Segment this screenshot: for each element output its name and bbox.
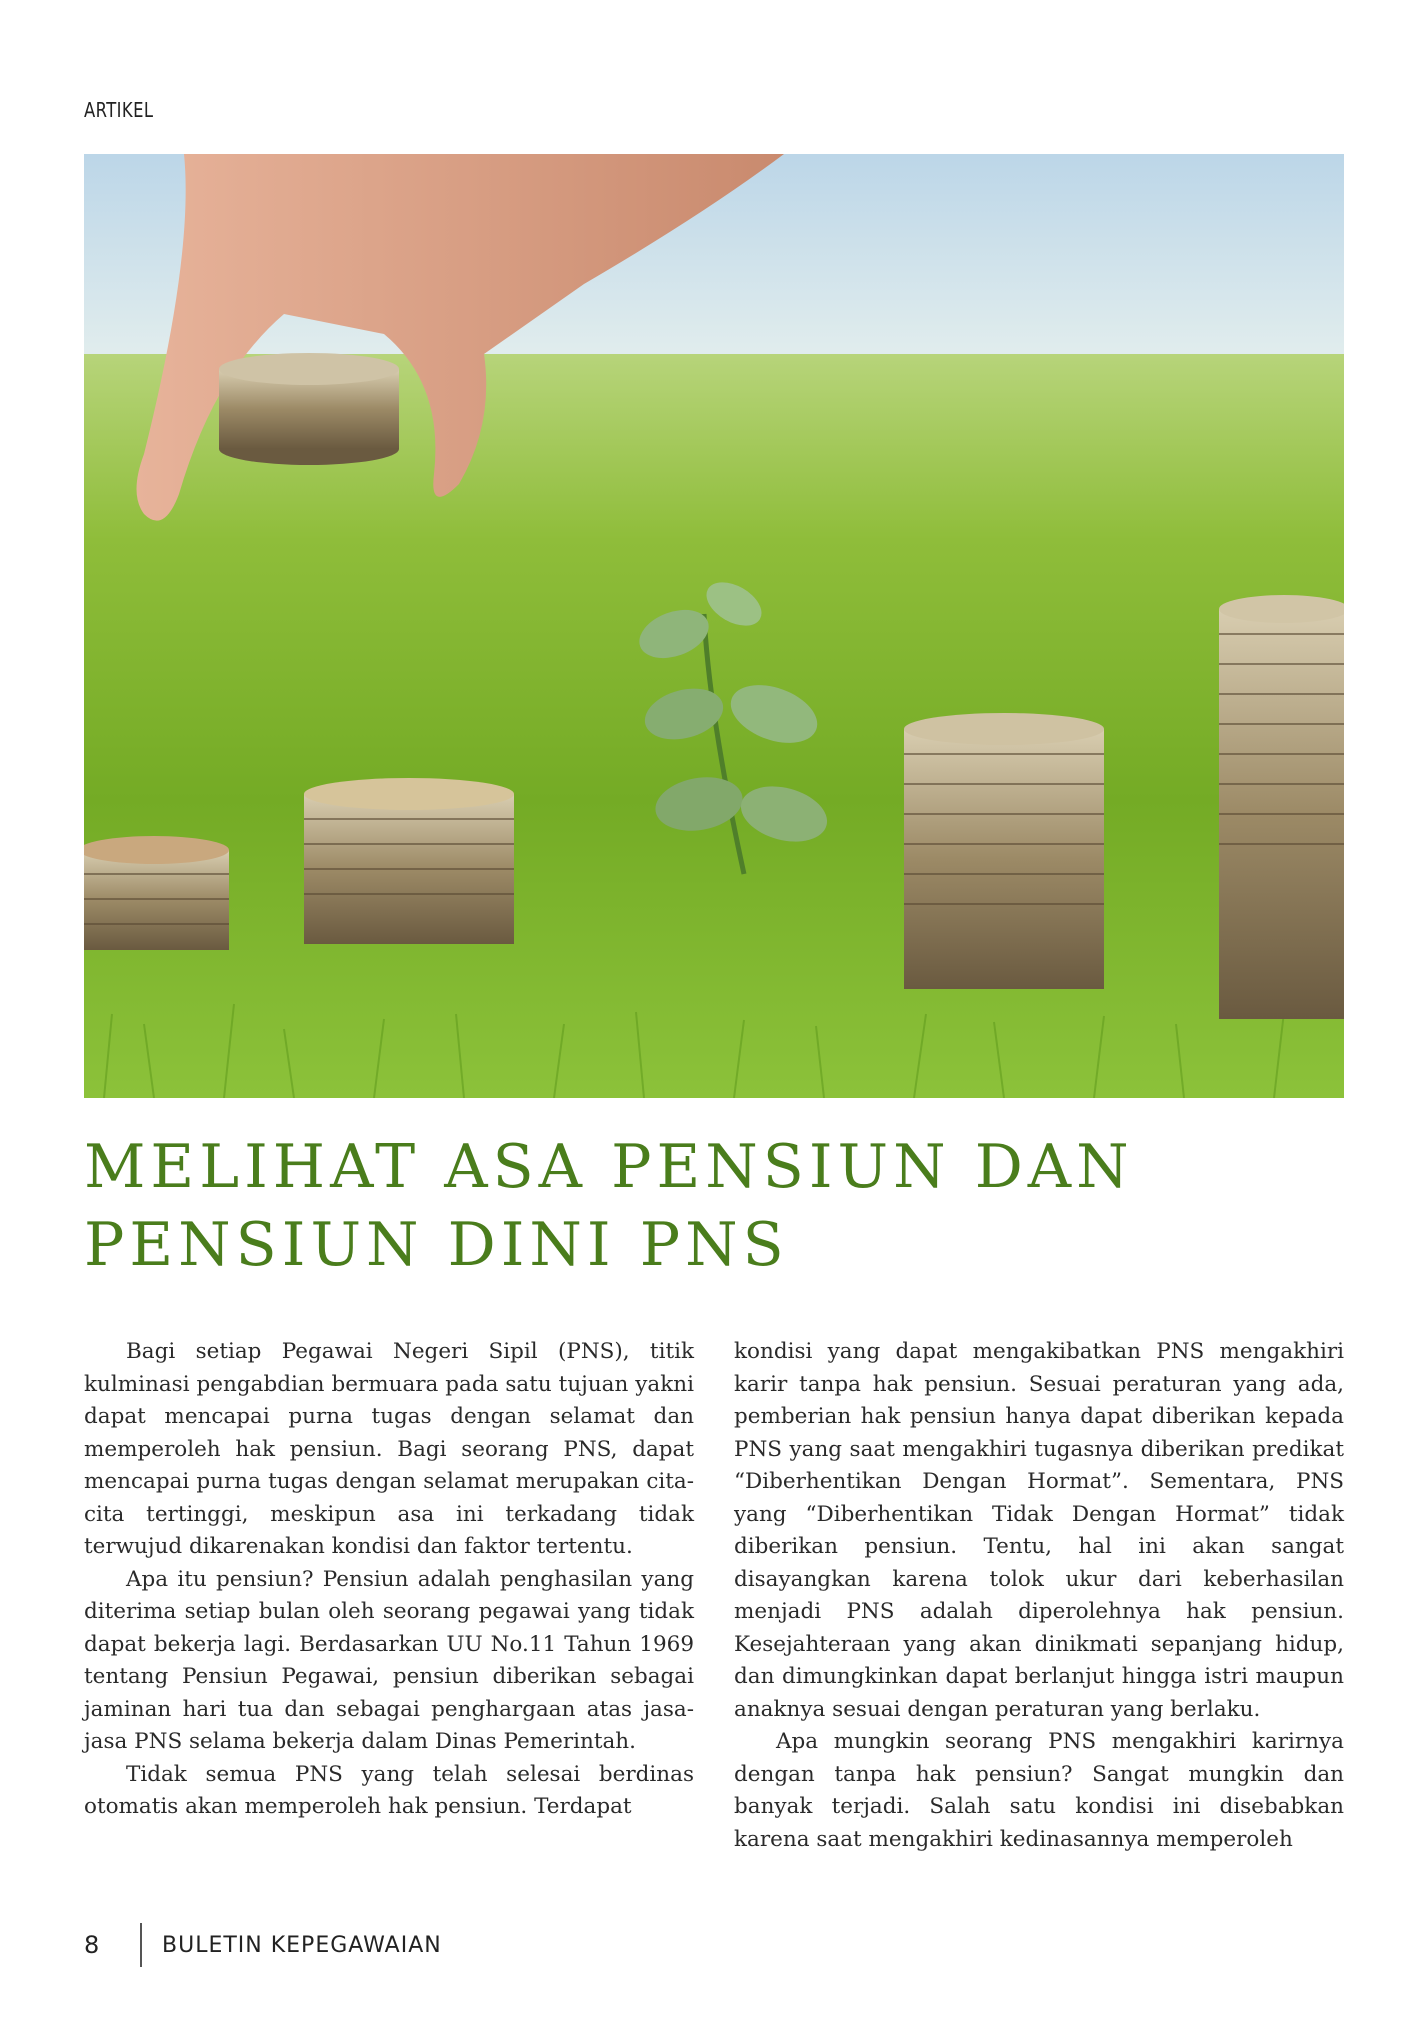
section-label: ARTIKEL [84, 98, 154, 122]
page-footer [84, 1924, 442, 1966]
paragraph: Tidak semua PNS yang telah selesai berdinas otomatis akan memperoleh hak pensiun. Terdapat [84, 1761, 694, 1819]
article-title-line-1: MELIHAT ASA PENSIUN DAN [84, 1132, 1134, 1202]
paragraph: kondisi yang dapat mengakibatkan PNS mengakhiri karir tanpa hak pensiun. Sesuai peraturan yang ada, pemberian hak pensiun hanya dapat diberikan kepada PNS yang saat mengakhiri tugasnya diberikan predikat “Diberhentikan Dengan Hormat”. Sementara, PNS yang “Diberhentikan Tidak Dengan Hormat” tidak diberikan pensiun. Tentu, hal ini akan sangat disayangkan karena tolok ukur dari keberhasilan menjadi PNS adalah diperolehnya hak pensiun. Kesejahteraan yang akan dinikmati sepanjang hidup, dan dimungkinkan dapat berlanjut hingga istri maupun anaknya sesuai dengan peraturan yang berlaku. [734, 1339, 1344, 1722]
footer-divider [140, 1923, 142, 1967]
paragraph: Apa itu pensiun? Pensiun adalah penghasilan yang diterima setiap bulan oleh seorang pegawai yang tidak dapat bekerja lagi. Berdasarkan UU No.11 Tahun 1969 tentang Pensiun Pegawai, pensiun diberikan sebagai jaminan hari tua dan sebagai penghargaan atas jasa-jasa PNS selama bekerja dalam Dinas Pemerintah. [84, 1566, 694, 1754]
paragraph: Bagi setiap Pegawai Negeri Sipil (PNS), titik kulminasi pengabdian bermuara pada satu tujuan yakni dapat mencapai purna tugas dengan selamat dan memperoleh hak pensiun. Bagi seorang PNS, dapat mencapai purna tugas dengan selamat merupakan cita-cita tertinggi, meskipun asa ini terkadang tidak terwujud dikarenakan kondisi dan faktor tertentu. [84, 1339, 694, 1559]
coins-growth-photo [84, 154, 1344, 1098]
hero-image [84, 154, 1344, 1098]
publication-name: BULETIN KEPEGAWAIAN [162, 1932, 442, 1958]
article-title [84, 1128, 1344, 1284]
page-number: 8 [84, 1931, 100, 1959]
article-title-line-2: PENSIUN DINI PNS [84, 1210, 789, 1280]
paragraph: Apa mungkin seorang PNS mengakhiri karirnya dengan tanpa hak pensiun? Sangat mungkin dan banyak terjadi. Salah satu kondisi ini disebabkan karena saat mengakhiri kedinasannya memperoleh [734, 1729, 1344, 1852]
article-column-left [84, 1336, 694, 1824]
article-column-right [734, 1336, 1344, 1856]
